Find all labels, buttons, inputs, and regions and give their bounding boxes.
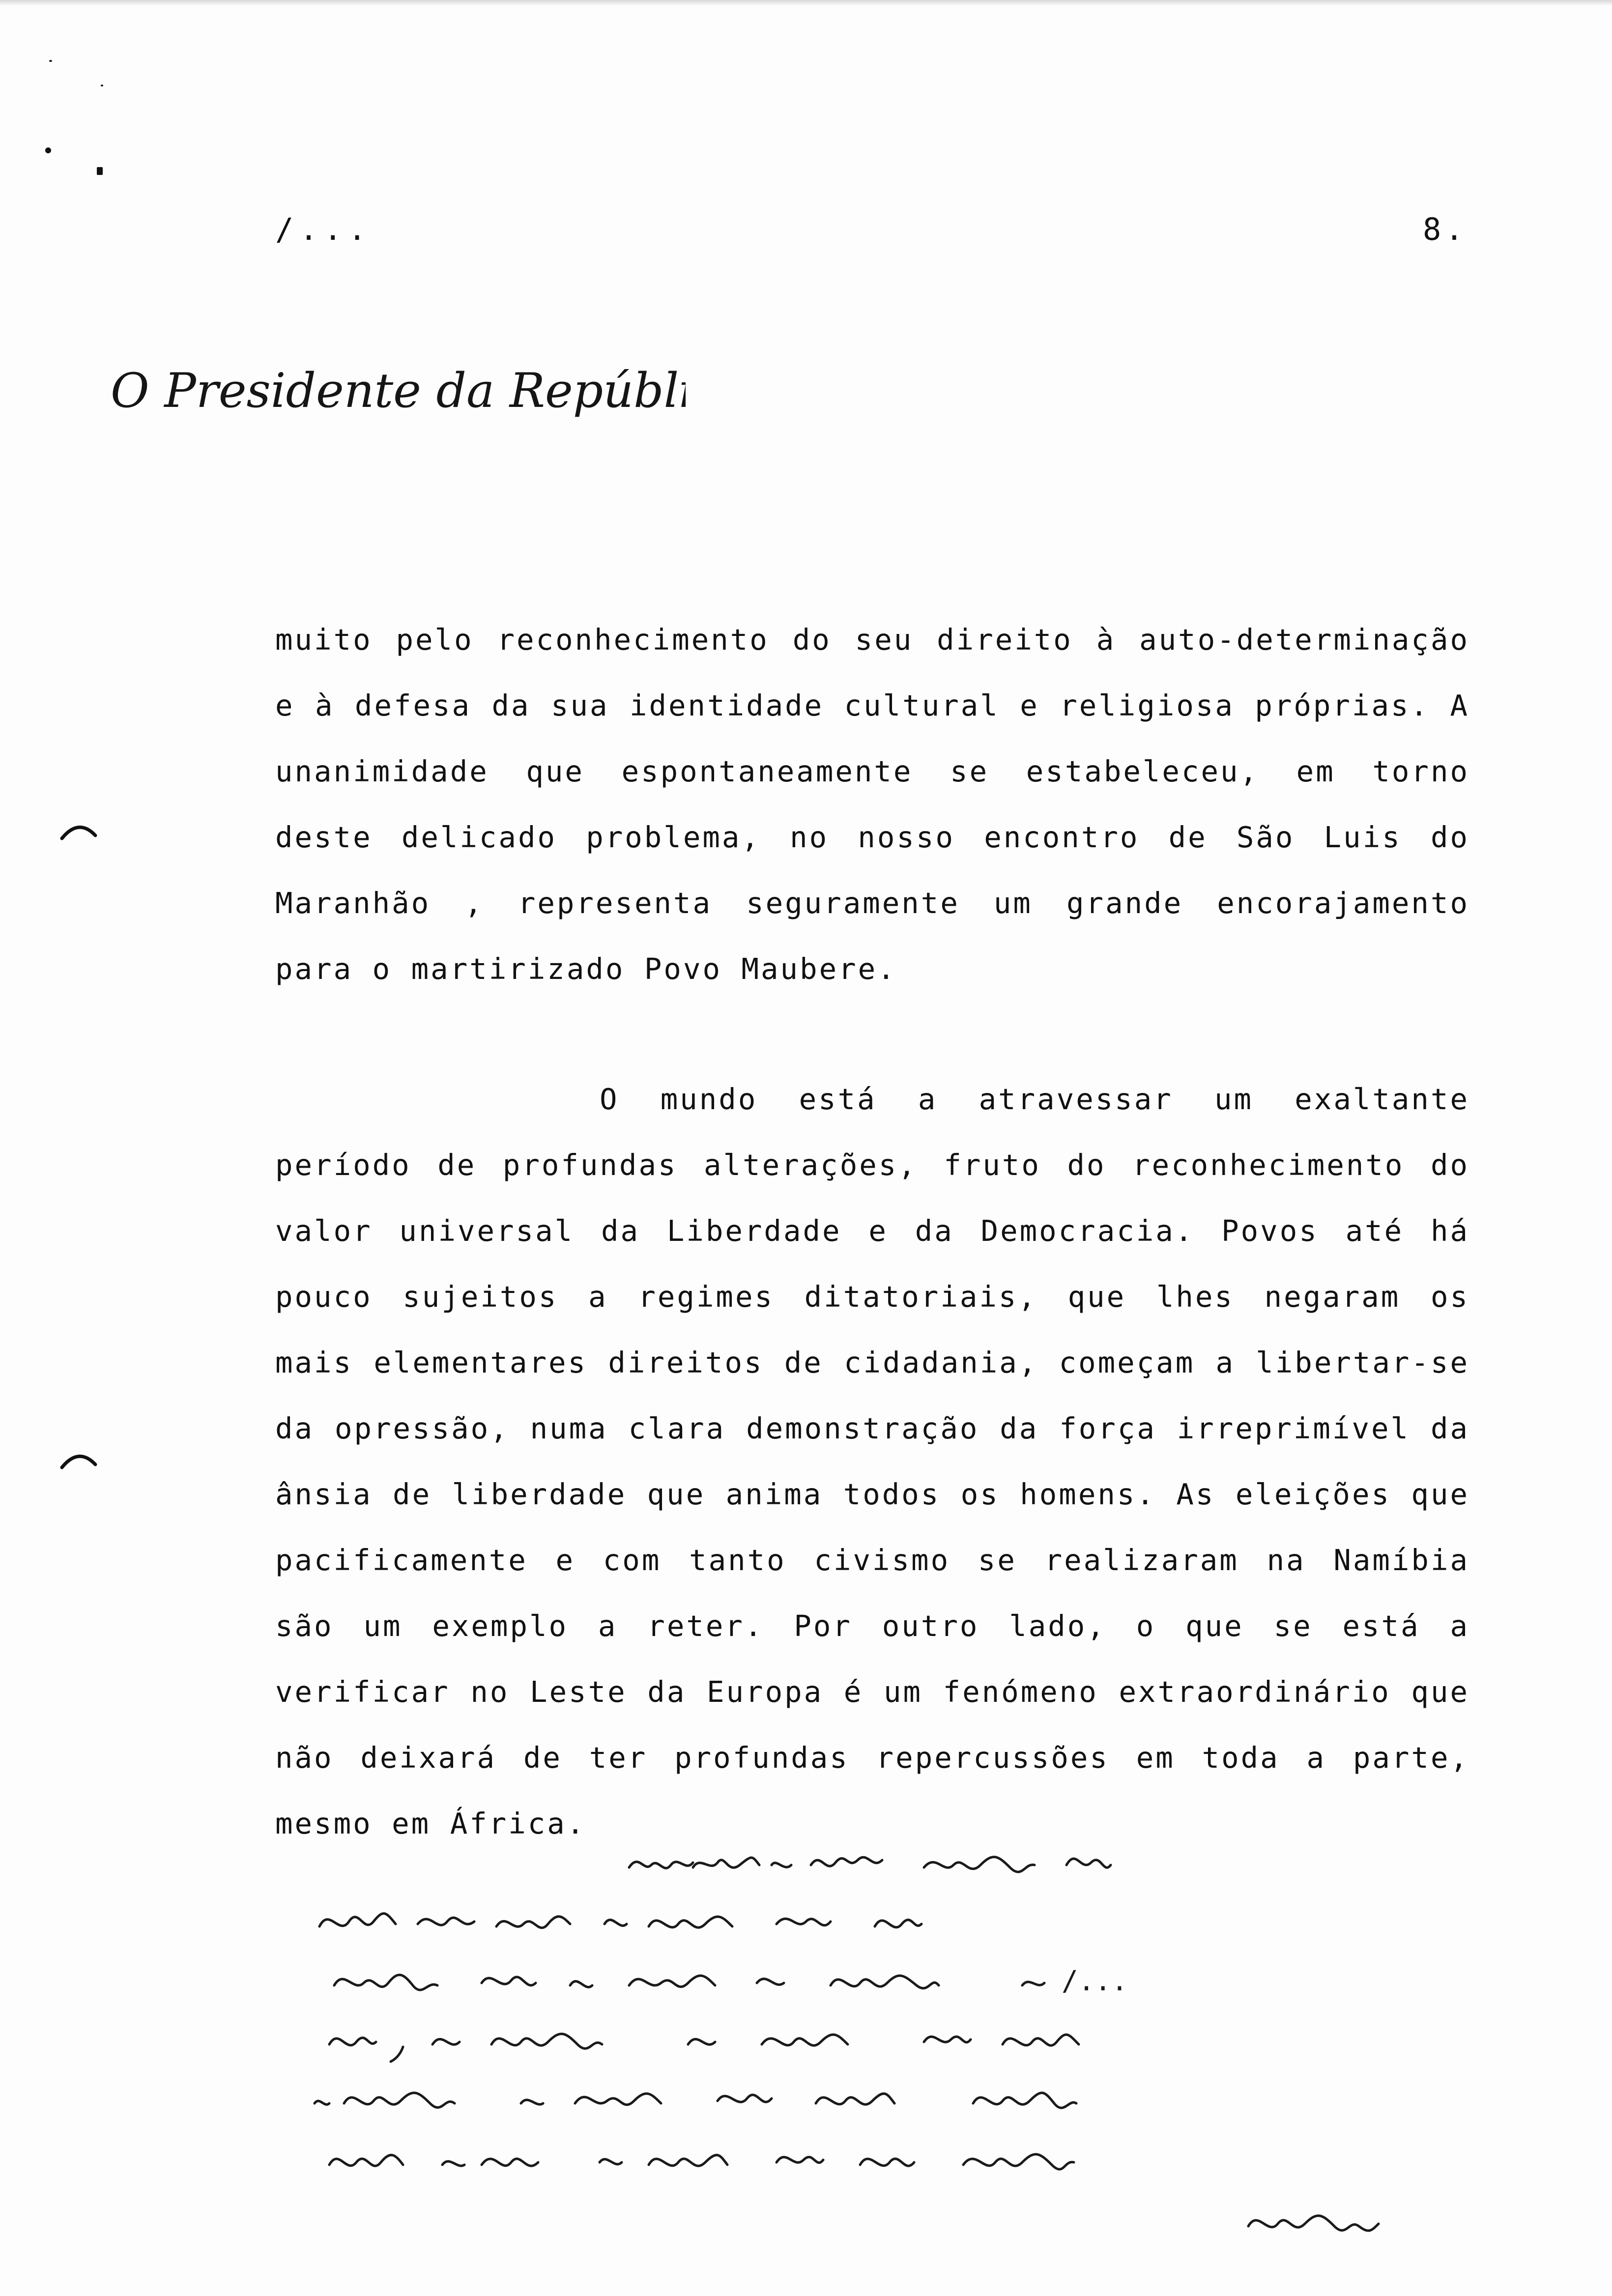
handwritten-scribble — [275, 1838, 1583, 2270]
letterhead-script — [106, 344, 686, 437]
scan-top-edge — [0, 0, 1612, 6]
margin-bracket-mark — [59, 1450, 98, 1469]
scan-speck — [97, 167, 103, 175]
body-paragraph-2-text: O mundo está a atravessar um exaltante período de profundas alterações, fruto do reconhecimento do valor universal da Liberdade e da Democracia. Povos até há pouco sujeitos a regimes ditatoriais, que lhes negaram os mais elementares direitos de cidadania, começam a libertar-se da opressão, numa clara demonstração da força irreprimível da ânsia de liberdade que anima todos os homens. As eleições que pacificamente e com tanto civismo se realizaram na Namíbia são um exemplo a reter. Por outro lado, o que se está a verificar no Leste da Europa é um fenómeno extraordinário que não deixará de ter profundas repercussões em toda a parte, mesmo em África. — [275, 1082, 1469, 1840]
margin-bracket-mark — [59, 821, 98, 840]
continuation-mark: /... — [275, 211, 373, 247]
body-paragraph-1: muito pelo reconhecimento do seu direito à auto-determinação e à defesa da sua identidade cultural e religiosa próprias. A unanimidade que espontaneamente se estabeleceu, em torno deste delicado problema, no nosso encontro de São Luis do Maranhão , representa seguramente um grande encorajamento para o martirizado Povo Maubere. — [275, 623, 1469, 986]
scan-speck — [49, 60, 52, 62]
scan-speck — [45, 147, 51, 153]
letterhead-text: O Presidente da República — [111, 363, 686, 418]
scan-speck — [101, 85, 103, 86]
letterhead — [106, 344, 686, 437]
handwritten-annotation — [275, 1838, 1583, 2270]
handwritten-continuation-mark: /... — [1062, 1965, 1128, 1997]
page-number: 8. — [1423, 211, 1468, 247]
body-paragraph-2 — [275, 1066, 1469, 1857]
